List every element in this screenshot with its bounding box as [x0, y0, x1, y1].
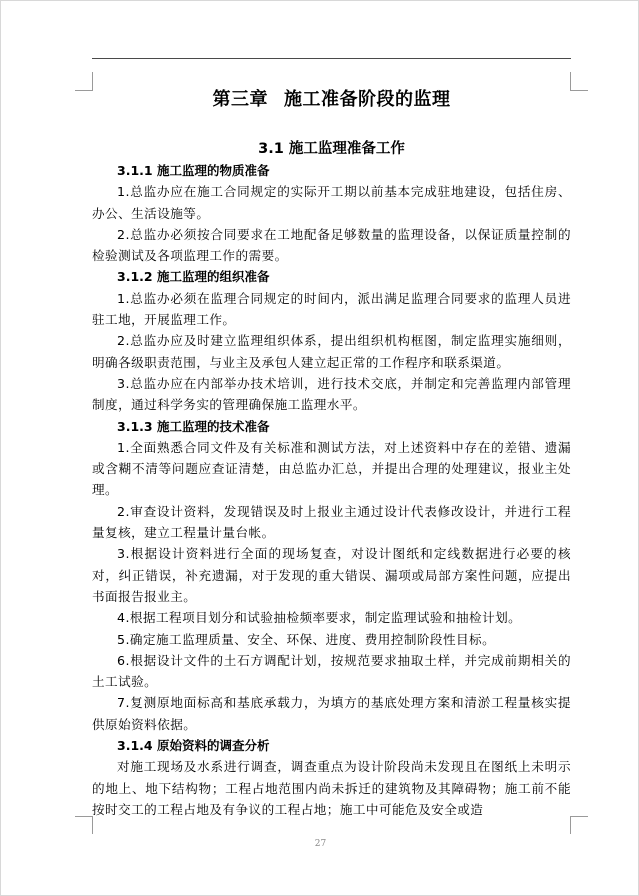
subsection-title: 3.1.1 施工监理的物质准备 [117, 163, 270, 178]
crop-mark-top-right-h [570, 90, 588, 91]
paragraph: 1.全面熟悉合同文件及有关标准和测试方法，对上述资料中存在的差错、遗漏或含糊不清等问题应查证清楚，由总监办汇总，并提出合理的处理建议，报业主处理。 [92, 439, 571, 498]
header-rule [92, 58, 571, 59]
subsection-title: 3.1.4 原始资料的调查分析 [117, 738, 270, 754]
paragraph: 1.总监办应在施工合同规定的实际开工期以前基本完成驻地建设，包括住房、办公、生活设施等。 [92, 184, 571, 221]
chapter-name: 施工准备阶段的监理 [284, 89, 451, 110]
paragraph: 6.根据设计文件的土石方调配计划，按规范要求抽取土样，并完成前期相关的土工试验。 [92, 652, 571, 690]
page-content [92, 85, 571, 820]
section-title: 3.1 施工监理准备工作 [258, 141, 405, 157]
chapter-number: 第三章 [212, 89, 268, 110]
paragraph: 4.根据工程项目划分和试验抽检频率要求，制定监理试验和抽检计划。 [117, 610, 522, 626]
paragraph: 2.总监办必须按合同要求在工地配备足够数量的监理设备，以保证质量控制的检验测试及各项监理工作的需要。 [92, 226, 571, 264]
paragraph: 7.复测原地面标高和基底承载力，为填方的基底处理方案和清淤工程量核实提供原始资料依据。 [92, 695, 571, 732]
paragraph: 5.确定施工监理质量、安全、环保、进度、费用控制阶段性目标。 [117, 631, 496, 647]
paragraph: 2.审查设计资料，发现错误及时上报业主通过设计代表修改设计，并进行工程量复核，建立工程量计量台帐。 [92, 503, 571, 541]
paragraph: 2.总监办应及时建立监理组织体系，提出组织机构框图，制定监理实施细则，明确各级职责范围，与业主及承包人建立起正常的工作程序和联系渠道。 [92, 333, 571, 370]
crop-mark-bottom-right-h [570, 816, 588, 817]
crop-mark-bottom-left-h [75, 816, 93, 817]
paragraph: 3.根据设计资料进行全面的现场复查，对设计图纸和定线数据进行必要的核对，纠正错误，补充遗漏，对于发现的重大错误、漏项或局部方案性问题，应提出书面报告报业主。 [92, 546, 571, 604]
subsection-title: 3.1.3 施工监理的技术准备 [117, 418, 270, 434]
subsection-1 [92, 160, 571, 266]
paragraph: 对施工现场及水系进行调查，调查重点为设计阶段尚未发现且在图纸上未明示的地上、地下结构物；工程占地范围内尚未拆迁的建筑物及其障碍物；施工前不能按时交工的工程占地及有争议的工程占地；施工中可能危及安全或造 [92, 759, 571, 817]
subsection-4 [92, 735, 571, 820]
chapter-title [92, 85, 571, 115]
subsection-3 [92, 416, 571, 735]
paragraph: 1.总监办必须在监理合同规定的时间内，派出满足监理合同要求的监理人员进驻工地，开展监理工作。 [92, 290, 571, 328]
paragraph: 3.总监办应在内部举办技术培训，进行技术交底，并制定和完善监理内部管理制度，通过科学务实的管理确保施工监理水平。 [92, 375, 571, 413]
crop-mark-top-left-h [75, 90, 93, 91]
page-number: 27 [314, 839, 327, 849]
subsection-2 [92, 266, 571, 415]
subsection-title: 3.1.2 施工监理的组织准备 [117, 269, 270, 285]
